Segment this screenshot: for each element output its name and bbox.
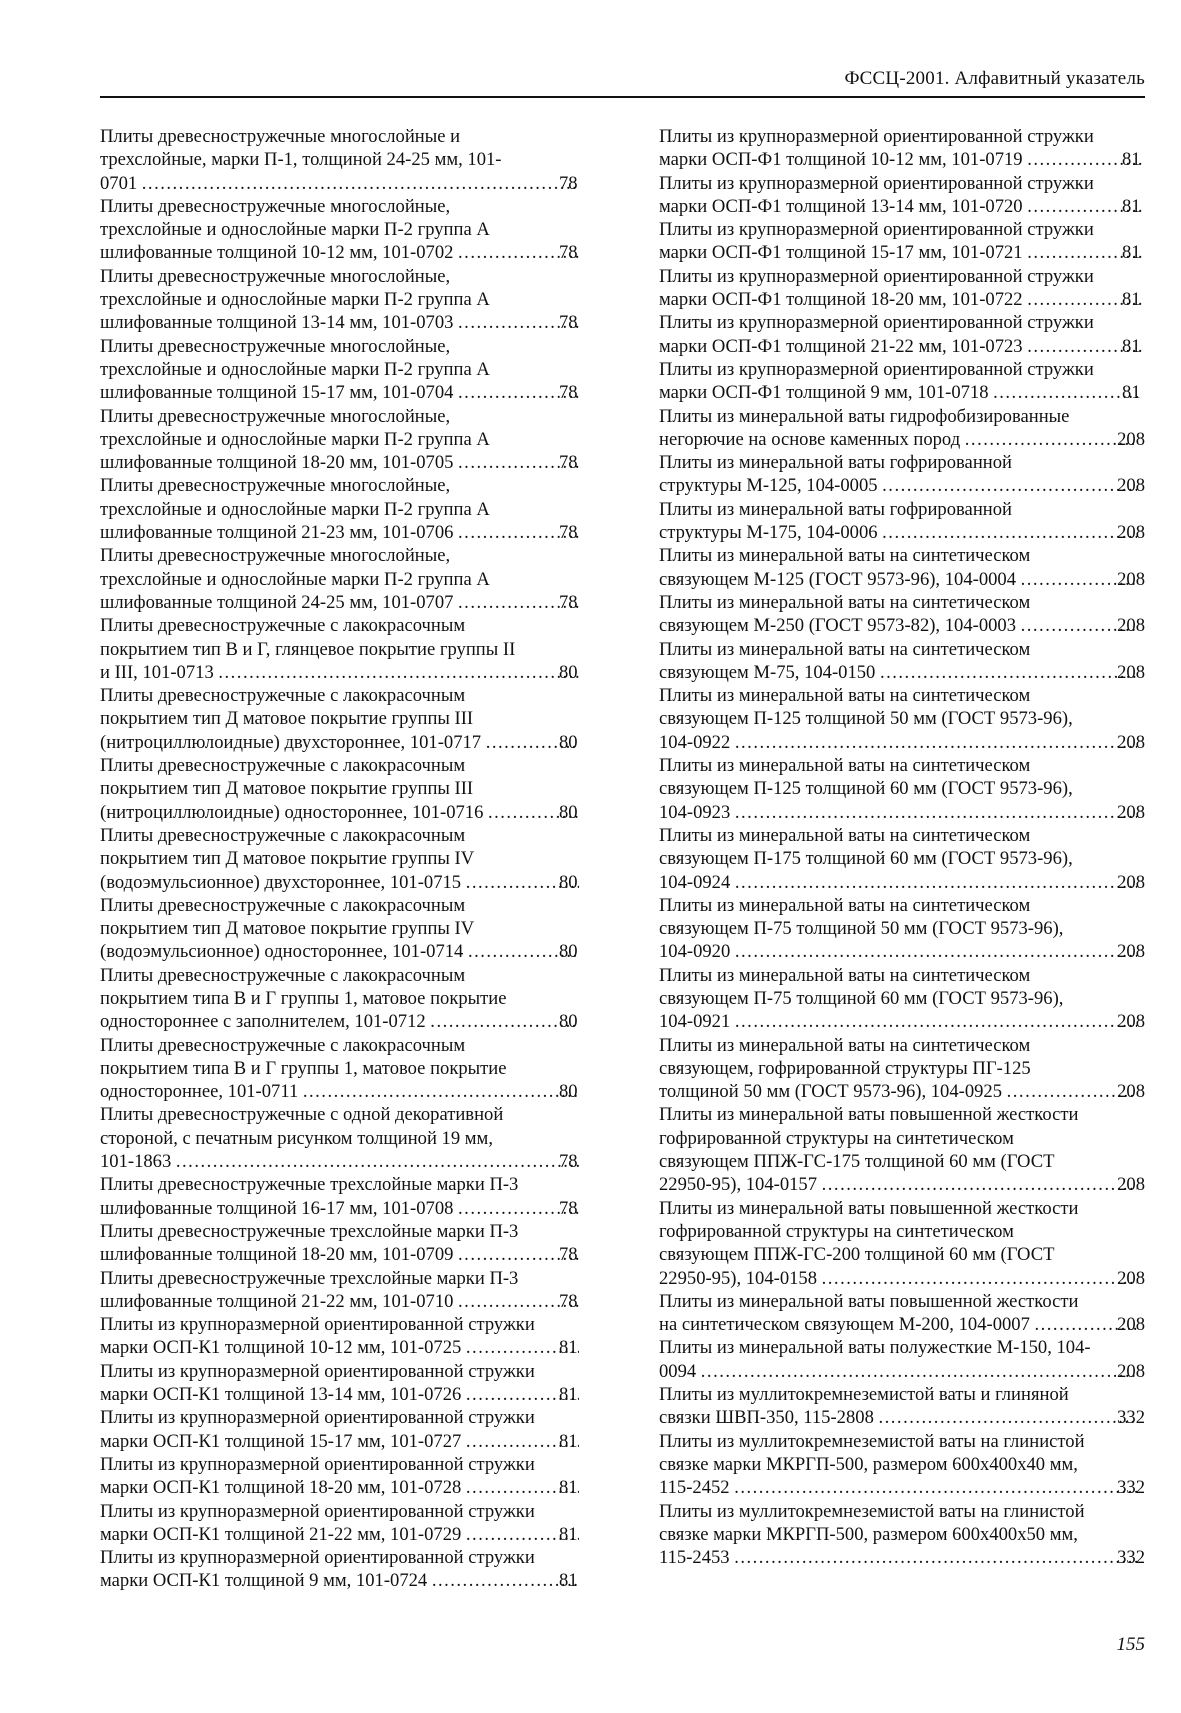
entry-text-end: марки ОСП-Ф1 толщиной 13-14 мм, 101-0720 <box>659 195 1023 217</box>
entry-text-line: Плиты из крупноразмерной ориентированной стружки <box>659 126 1094 147</box>
entry-text-end: (водоэмульсионное) одностороннее, 101-0714 <box>100 941 464 963</box>
index-entry <box>100 195 582 265</box>
entry-text-line: покрытием тип Д матовое покрытие группы III <box>100 778 474 800</box>
entry-text-line: покрытием тип В и Г, глянцевое покрытие группы II <box>100 638 516 660</box>
entry-text-line: Плиты из минеральной ваты на синтетическом <box>659 685 1031 707</box>
entry-last-line <box>659 871 1145 894</box>
entry-text-end: на синтетическом связующем М-200, 104-0007 <box>659 1314 1030 1336</box>
index-entry <box>659 638 1145 685</box>
entry-last-line: (водоэмульсионное) двухстороннее, 101-0715 ..... 80 <box>123 871 582 894</box>
entry-text-line: Плиты древесностружечные с лакокрасочным <box>100 894 466 916</box>
entry-text-line: Плиты из муллитокремнеземистой ваты на глинистой <box>659 1500 1085 1522</box>
entry-text-line: трехслойные и однослойные марки П-2 группа А <box>100 289 490 311</box>
entry-text-line: Плиты из крупноразмерной ориентированной стружки <box>100 1407 535 1429</box>
index-entry <box>100 335 582 405</box>
entry-text-end: структуры М-175, 104-0006 <box>659 522 878 544</box>
entry-text-line: Плиты древесностружечные многослойные, <box>100 195 451 217</box>
entry-text-line: Плиты из минеральной ваты гофрированной <box>659 452 1012 474</box>
entry-last-line <box>659 1010 1145 1033</box>
entry-text-line: связке марки МКРГП-500, размером 600х400х50 мм, <box>659 1523 1078 1545</box>
entry-text-end: шлифованные толщиной 13-14 мм, 101-0703 <box>100 312 454 334</box>
entry-text-end: 101-1863 <box>100 1151 172 1173</box>
entry-text-end: структуры М-125, 104-0005 <box>659 475 878 497</box>
entry-last-line: марки ОСП-Ф1 толщиной 21-22 мм, 101-0723 ..... 81 <box>682 335 1145 358</box>
entry-text-end: 104-0924 <box>659 871 731 893</box>
index-entry <box>659 218 1145 265</box>
index-entry <box>659 1430 1145 1500</box>
entry-text-end: связующем М-125 (ГОСТ 9573-96), 104-0004 <box>659 568 1017 590</box>
entry-last-line: шлифованные толщиной 13-14 мм, 101-0703 ..... 78 <box>123 311 582 334</box>
entry-last-line: марки ОСП-Ф1 толщиной 18-20 мм, 101-0722 ..... 81 <box>682 288 1145 311</box>
entry-text-line: Плиты из минеральной ваты на синтетическом <box>659 638 1031 660</box>
entry-text-line: гофрированной структуры на синтетическом <box>659 1220 1014 1242</box>
entry-text-line: Плиты из крупноразмерной ориентированной стружки <box>100 1314 535 1336</box>
index-entry <box>100 405 582 475</box>
index-entry <box>659 311 1145 358</box>
entry-last-line: (нитроциллюлоидные) двухстороннее, 101-0717 ..... 80 <box>123 731 582 754</box>
entry-text-line: Плиты из крупноразмерной ориентированной стружки <box>100 1453 535 1475</box>
index-entry <box>100 1313 582 1360</box>
dot-leader <box>992 381 1142 404</box>
entry-text-end: связующем М-75, 104-0150 <box>659 661 876 683</box>
entry-text-end: марки ОСП-Ф1 толщиной 21-22 мм, 101-0723 <box>659 335 1023 357</box>
entry-text-line: Плиты древесностружечные многослойные, <box>100 335 451 357</box>
entry-text-line: Плиты из минеральной ваты гидрофобизированные <box>659 405 1070 427</box>
entry-text-line: покрытием тип Д матовое покрытие группы IV <box>100 918 475 940</box>
entry-text-line: Плиты из минеральной ваты повышенной жесткости <box>659 1290 1079 1312</box>
entry-last-line: и III, 101-0713 ..... 80 <box>123 661 582 684</box>
entry-text-line: Плиты из муллитокремнеземистой ваты и глиняной <box>659 1384 1069 1406</box>
entry-last-line: марки ОСП-К1 толщиной 13-14 мм, 101-0726 ..... 81 <box>123 1383 582 1406</box>
entry-text-line: Плиты древесностружечные с одной декоративной <box>100 1104 504 1126</box>
entry-text-end: 22950-95), 104-0157 <box>659 1174 818 1196</box>
entry-last-line <box>659 1476 1145 1499</box>
entry-text-end: марки ОСП-Ф1 толщиной 10-12 мм, 101-0719 <box>659 149 1023 171</box>
entry-text-line: Плиты из крупноразмерной ориентированной стружки <box>659 265 1094 287</box>
index-entry <box>100 1360 582 1407</box>
entry-last-line: марки ОСП-Ф1 толщиной 10-12 мм, 101-0719 ..... 81 <box>682 148 1145 171</box>
page-reference: 208 <box>1117 428 1145 450</box>
index-entry <box>659 894 1145 964</box>
entry-text-line: Плиты из муллитокремнеземистой ваты на глинистой <box>659 1430 1085 1452</box>
entry-text-line: Плиты из минеральной ваты на синтетическом <box>659 1034 1031 1056</box>
page-reference: 208 <box>1117 522 1145 544</box>
entry-text-end: связующем М-250 (ГОСТ 9573-82), 104-0003 <box>659 615 1017 637</box>
entry-last-line: шлифованные толщиной 10-12 мм, 101-0702 ..... 78 <box>123 241 582 264</box>
entry-text-line: Плиты древесностружечные многослойные, <box>100 475 451 497</box>
index-entry <box>659 824 1145 894</box>
dot-leader <box>881 521 1138 544</box>
index-entry <box>659 1290 1145 1337</box>
entry-text-end: шлифованные толщиной 18-20 мм, 101-0705 <box>100 452 454 474</box>
entry-last-line: марки ОСП-Ф1 толщиной 15-17 мм, 101-0721 ..... 81 <box>682 241 1145 264</box>
entry-text-end: (нитроциллюлоидные) одностороннее, 101-0716 <box>100 801 484 823</box>
entry-text-line: Плиты древесностружечные многослойные и <box>100 126 461 147</box>
entry-last-line: шлифованные толщиной 16-17 мм, 101-0708 ..... 78 <box>123 1197 582 1220</box>
entry-text-line: Плиты древесностружечные трехслойные марки П-3 <box>100 1267 519 1289</box>
index-entry <box>659 1336 1145 1383</box>
entry-last-line: 0701 ..... 78 <box>123 172 582 195</box>
entry-last-line <box>659 1360 1145 1383</box>
index-entry <box>100 1103 582 1173</box>
header-rule <box>100 96 1145 98</box>
entry-text-line: трехслойные и однослойные марки П-2 группа А <box>100 568 490 590</box>
entry-text-line: связующем П-125 толщиной 50 мм (ГОСТ 9573-96), <box>659 708 1073 730</box>
dot-leader <box>820 1267 1137 1290</box>
index-entry <box>659 754 1145 824</box>
entry-text-end: марки ОСП-Ф1 толщиной 9 мм, 101-0718 <box>659 382 989 404</box>
running-header <box>100 64 1145 98</box>
entry-text-line: Плиты из минеральной ваты на синтетическом <box>659 591 1031 613</box>
entry-text-end: шлифованные толщиной 10-12 мм, 101-0702 <box>100 242 454 264</box>
dot-leader <box>140 172 579 195</box>
header-title: ФССЦ-2001. Алфавитный указатель <box>844 68 1145 89</box>
index-entry <box>100 1267 582 1314</box>
dot-leader <box>820 1173 1137 1196</box>
entry-text-end: 115-2453 <box>659 1547 730 1569</box>
entry-text-end: (нитроциллюлоидные) двухстороннее, 101-0717 <box>100 731 482 753</box>
index-entry <box>100 754 582 824</box>
page-reference: 208 <box>1117 568 1145 590</box>
entry-text-end: 115-2452 <box>659 1477 730 1499</box>
entry-text-line: трехслойные и однослойные марки П-2 группа А <box>100 358 490 380</box>
entry-text-line: Плиты древесностружечные многослойные, <box>100 405 451 427</box>
entry-text-line: гофрированной структуры на синтетическом <box>659 1127 1014 1149</box>
entry-text-end: и III, 101-0713 <box>100 661 214 683</box>
index-entry <box>659 1103 1145 1196</box>
entry-text-line: связке марки МКРГП-500, размером 600х400х40 мм, <box>659 1453 1078 1475</box>
entry-text-line: Плиты древесностружечные многослойные, <box>100 265 451 287</box>
entry-text-line: Плиты из крупноразмерной ориентированной стружки <box>659 312 1094 334</box>
page-reference: 208 <box>1117 1360 1145 1382</box>
page-reference: 208 <box>1117 615 1145 637</box>
dot-leader <box>429 1010 579 1033</box>
index-entry <box>659 1034 1145 1104</box>
index-entry <box>100 684 582 754</box>
dot-leader <box>733 801 1137 824</box>
index-entry <box>100 1406 582 1453</box>
page-reference: 208 <box>1117 1174 1145 1196</box>
dot-leader <box>733 731 1137 754</box>
entry-text-line: Плиты из крупноразмерной ориентированной стружки <box>659 219 1094 241</box>
index-entry <box>100 1034 582 1104</box>
entry-last-line <box>659 428 1145 451</box>
entry-text-end: одностороннее с заполнителем, 101-0712 <box>100 1011 426 1033</box>
page-reference: 208 <box>1117 1011 1145 1033</box>
entry-text-end: шлифованные толщиной 16-17 мм, 101-0708 <box>100 1197 454 1219</box>
entry-text-line: покрытием типа В и Г группы 1, матовое покрытие <box>100 987 507 1009</box>
entry-text-end: шлифованные толщиной 24-25 мм, 101-0707 <box>100 591 454 613</box>
index-entry <box>100 1546 582 1593</box>
entry-last-line: марки ОСП-Ф1 толщиной 13-14 мм, 101-0720 ..... 81 <box>682 195 1145 218</box>
index-entry <box>659 964 1145 1034</box>
entry-last-line: шлифованные толщиной 18-20 мм, 101-0705 ..... 78 <box>123 451 582 474</box>
dot-leader <box>878 661 1137 684</box>
index-entry <box>100 474 582 544</box>
entry-text-end: связки ШВП-350, 115-2808 <box>659 1407 874 1429</box>
entry-text-line: связующем, гофрированной структуры ПГ-125 <box>659 1057 1031 1079</box>
entry-text-line: связующем П-125 толщиной 60 мм (ГОСТ 9573-96), <box>659 778 1073 800</box>
entry-last-line <box>659 1080 1145 1103</box>
entry-text-line: Плиты древесностружечные трехслойные марки П-3 <box>100 1220 519 1242</box>
entry-text-line: Плиты из минеральной ваты на синтетическом <box>659 894 1031 916</box>
index-entry <box>659 1197 1145 1290</box>
entry-text-line: связующем П-75 толщиной 60 мм (ГОСТ 9573-96), <box>659 987 1064 1009</box>
entry-text-line: трехслойные, марки П-1, толщиной 24-25 мм, 101- <box>100 149 502 171</box>
entry-text-end: 104-0923 <box>659 801 731 823</box>
entry-last-line <box>659 731 1145 754</box>
entry-text-end: негорючие на основе каменных пород <box>659 428 961 450</box>
entry-last-line <box>659 521 1145 544</box>
entry-last-line: шлифованные толщиной 18-20 мм, 101-0709 ..... 78 <box>123 1243 582 1266</box>
entry-text-end: шлифованные толщиной 15-17 мм, 101-0704 <box>100 382 454 404</box>
entry-text-line: Плиты древесностружечные с лакокрасочным <box>100 685 466 707</box>
entry-text-line: Плиты из крупноразмерной ориентированной стружки <box>100 1500 535 1522</box>
entry-text-line: Плиты из минеральной ваты гофрированной <box>659 498 1012 520</box>
entry-text-end: 104-0921 <box>659 1011 731 1033</box>
index-entry <box>100 1500 582 1547</box>
index-entry <box>100 824 582 894</box>
entry-text-end: марки ОСП-К1 толщиной 21-22 мм, 101-0729 <box>100 1523 462 1545</box>
entry-last-line <box>659 661 1145 684</box>
index-entry <box>659 358 1145 405</box>
index-entry <box>659 405 1145 452</box>
entry-last-line <box>659 940 1145 963</box>
entry-last-line <box>659 1313 1145 1336</box>
entry-last-line: (нитроциллюлоидные) одностороннее, 101-0716 ..... 80 <box>123 801 582 824</box>
entry-text-line: связующем П-75 толщиной 50 мм (ГОСТ 9573-96), <box>659 918 1064 940</box>
index-column-left <box>100 125 582 1593</box>
entry-last-line <box>659 1406 1145 1429</box>
entry-last-line: марки ОСП-К1 толщиной 10-12 мм, 101-0725 ..... 81 <box>123 1336 582 1359</box>
dot-leader <box>881 474 1138 497</box>
entry-last-line <box>659 1173 1145 1196</box>
entry-text-line: Плиты древесностружечные с лакокрасочным <box>100 755 466 777</box>
dot-leader <box>699 1360 1137 1383</box>
entry-text-line: Плиты из минеральной ваты повышенной жесткости <box>659 1197 1079 1219</box>
entry-text-line: трехслойные и однослойные марки П-2 группа А <box>100 219 490 241</box>
entry-text-line: Плиты древесностружечные с лакокрасочным <box>100 615 466 637</box>
index-entry <box>659 451 1145 498</box>
index-entry <box>100 964 582 1034</box>
entry-text-line: Плиты из минеральной ваты повышенной жесткости <box>659 1104 1079 1126</box>
entry-text-line: покрытием тип Д матовое покрытие группы IV <box>100 848 475 870</box>
dot-leader <box>877 1406 1137 1429</box>
index-entry <box>659 265 1145 312</box>
entry-text-line: стороной, с печатным рисунком толщиной 19 мм, <box>100 1127 493 1149</box>
entry-text-end: 22950-95), 104-0158 <box>659 1267 818 1289</box>
entry-text-end: марки ОСП-К1 толщиной 10-12 мм, 101-0725 <box>100 1337 462 1359</box>
entry-text-end: марки ОСП-Ф1 толщиной 18-20 мм, 101-0722 <box>659 289 1023 311</box>
entry-text-line: Плиты из минеральной ваты на синтетическом <box>659 545 1031 567</box>
entry-text-line: Плиты из минеральной ваты на синтетическом <box>659 755 1031 777</box>
entry-text-end: марки ОСП-Ф1 толщиной 15-17 мм, 101-0721 <box>659 242 1023 264</box>
entry-text-line: Плиты из крупноразмерной ориентированной стружки <box>659 358 1094 380</box>
entry-text-line: Плиты из крупноразмерной ориентированной стружки <box>100 1360 535 1382</box>
entry-text-line: покрытием типа В и Г группы 1, матовое покрытие <box>100 1057 507 1079</box>
index-column-right <box>659 125 1145 1569</box>
entry-text-end: 104-0922 <box>659 731 731 753</box>
index-entry <box>659 172 1145 219</box>
entry-text-end: толщиной 50 мм (ГОСТ 9573-96), 104-0925 <box>659 1081 1003 1103</box>
entry-text-line: связующем П-175 толщиной 60 мм (ГОСТ 9573-96), <box>659 848 1073 870</box>
page-reference: 208 <box>1117 941 1145 963</box>
page-reference: 208 <box>1117 731 1145 753</box>
entry-text-line: трехслойные и однослойные марки П-2 группа А <box>100 428 490 450</box>
index-entry <box>100 265 582 335</box>
entry-text-end: одностороннее, 101-0711 <box>100 1081 299 1103</box>
dot-leader <box>963 428 1137 451</box>
dot-leader <box>430 1569 579 1592</box>
index-entry <box>659 1500 1145 1570</box>
entry-text-line: Плиты древесностружечные с лакокрасочным <box>100 1034 466 1056</box>
entry-last-line <box>659 474 1145 497</box>
page-number: 155 <box>1116 1634 1145 1655</box>
entry-text-end: шлифованные толщиной 21-23 мм, 101-0706 <box>100 522 454 544</box>
index-entry <box>659 498 1145 545</box>
entry-text-line: трехслойные и однослойные марки П-2 группа А <box>100 498 490 520</box>
entry-text-line: Плиты из минеральной ваты полужесткие М-150, 104- <box>659 1337 1091 1359</box>
entry-text-line: связующем ППЖ-ГС-200 толщиной 60 мм (ГОСТ <box>659 1244 1055 1266</box>
entry-text-line: Плиты древесностружечные трехслойные марки П-3 <box>100 1174 519 1196</box>
entry-text-end: марки ОСП-К1 толщиной 15-17 мм, 101-0727 <box>100 1430 462 1452</box>
page-reference: 332 <box>1117 1407 1145 1429</box>
dot-leader <box>733 1476 1138 1499</box>
entry-text-line: связующем ППЖ-ГС-175 толщиной 60 мм (ГОСТ <box>659 1151 1055 1173</box>
entry-last-line: марки ОСП-К1 толщиной 9 мм, 101-0724 ..... 81 <box>123 1569 582 1592</box>
dot-leader <box>217 661 579 684</box>
dot-leader <box>301 1080 579 1103</box>
entry-last-line: марки ОСП-К1 толщиной 18-20 мм, 101-0728 ..... 81 <box>123 1476 582 1499</box>
page-reference: 208 <box>1117 1314 1145 1336</box>
entry-text-line: Плиты из крупноразмерной ориентированной стружки <box>659 172 1094 194</box>
entry-last-line: шлифованные толщиной 15-17 мм, 101-0704 ..... 78 <box>123 381 582 404</box>
entry-text-end: 0094 <box>659 1360 697 1382</box>
dot-leader <box>733 1546 1138 1569</box>
dot-leader <box>174 1150 579 1173</box>
page-reference: 208 <box>1117 661 1145 683</box>
entry-text-line: Плиты древесностружечные с лакокрасочным <box>100 964 466 986</box>
entry-last-line <box>659 801 1145 824</box>
entry-last-line <box>659 614 1145 637</box>
entry-last-line <box>659 568 1145 591</box>
entry-last-line: марки ОСП-Ф1 толщиной 9 мм, 101-0718 ..... 81 <box>682 381 1145 404</box>
page-reference: 208 <box>1117 871 1145 893</box>
entry-last-line: шлифованные толщиной 24-25 мм, 101-0707 ..... 78 <box>123 591 582 614</box>
page-reference: 208 <box>1117 475 1145 497</box>
index-entry <box>100 125 582 195</box>
entry-last-line <box>659 1267 1145 1290</box>
index-entry <box>659 544 1145 591</box>
entry-last-line: марки ОСП-К1 толщиной 15-17 мм, 101-0727 ..... 81 <box>123 1430 582 1453</box>
entry-text-end: шлифованные толщиной 18-20 мм, 101-0709 <box>100 1244 454 1266</box>
page-reference: 208 <box>1117 801 1145 823</box>
entry-last-line: шлифованные толщиной 21-23 мм, 101-0706 ..... 78 <box>123 521 582 544</box>
index-entry <box>100 1453 582 1500</box>
page-reference: 332 <box>1117 1477 1145 1499</box>
entry-last-line <box>659 1546 1145 1569</box>
entry-text-end: (водоэмульсионное) двухстороннее, 101-0715 <box>100 871 462 893</box>
entry-text-line: Плиты из минеральной ваты на синтетическом <box>659 824 1031 846</box>
dot-leader <box>733 871 1137 894</box>
page-reference: 332 <box>1117 1547 1145 1569</box>
index-entry <box>659 684 1145 754</box>
entry-last-line: одностороннее с заполнителем, 101-0712 ..... 80 <box>123 1010 582 1033</box>
index-entry <box>659 591 1145 638</box>
dot-leader <box>733 1010 1137 1033</box>
entry-last-line: одностороннее, 101-0711 ..... 80 <box>123 1080 582 1103</box>
entry-text-end: шлифованные толщиной 21-22 мм, 101-0710 <box>100 1290 454 1312</box>
index-entry <box>659 125 1145 172</box>
entry-text-end: 0701 <box>100 172 138 194</box>
entry-last-line: (водоэмульсионное) одностороннее, 101-0714 ..... 80 <box>123 940 582 963</box>
entry-text-end: марки ОСП-К1 толщиной 13-14 мм, 101-0726 <box>100 1384 462 1406</box>
entry-text-line: Плиты древесностружечные многослойные, <box>100 545 451 567</box>
entry-text-end: 104-0920 <box>659 941 731 963</box>
entry-text-line: покрытием тип Д матовое покрытие группы III <box>100 708 474 730</box>
entry-text-line: Плиты древесностружечные с лакокрасочным <box>100 824 466 846</box>
index-entry <box>100 894 582 964</box>
index-entry <box>659 1383 1145 1430</box>
page-reference: 208 <box>1117 1267 1145 1289</box>
index-entry <box>100 614 582 684</box>
entry-text-line: Плиты из крупноразмерной ориентированной стружки <box>100 1547 535 1569</box>
dot-leader <box>733 940 1137 963</box>
entry-last-line: шлифованные толщиной 21-22 мм, 101-0710 ..... 78 <box>123 1290 582 1313</box>
entry-text-end: марки ОСП-К1 толщиной 18-20 мм, 101-0728 <box>100 1477 462 1499</box>
entry-text-end: марки ОСП-К1 толщиной 9 мм, 101-0724 <box>100 1570 428 1592</box>
index-entry <box>100 1220 582 1267</box>
page-reference: 208 <box>1117 1081 1145 1103</box>
entry-last-line: 101-1863 ..... 78 <box>123 1150 582 1173</box>
index-entry <box>100 544 582 614</box>
index-entry <box>100 1173 582 1220</box>
entry-text-line: Плиты из минеральной ваты на синтетическом <box>659 964 1031 986</box>
entry-last-line: марки ОСП-К1 толщиной 21-22 мм, 101-0729 ..... 81 <box>123 1523 582 1546</box>
